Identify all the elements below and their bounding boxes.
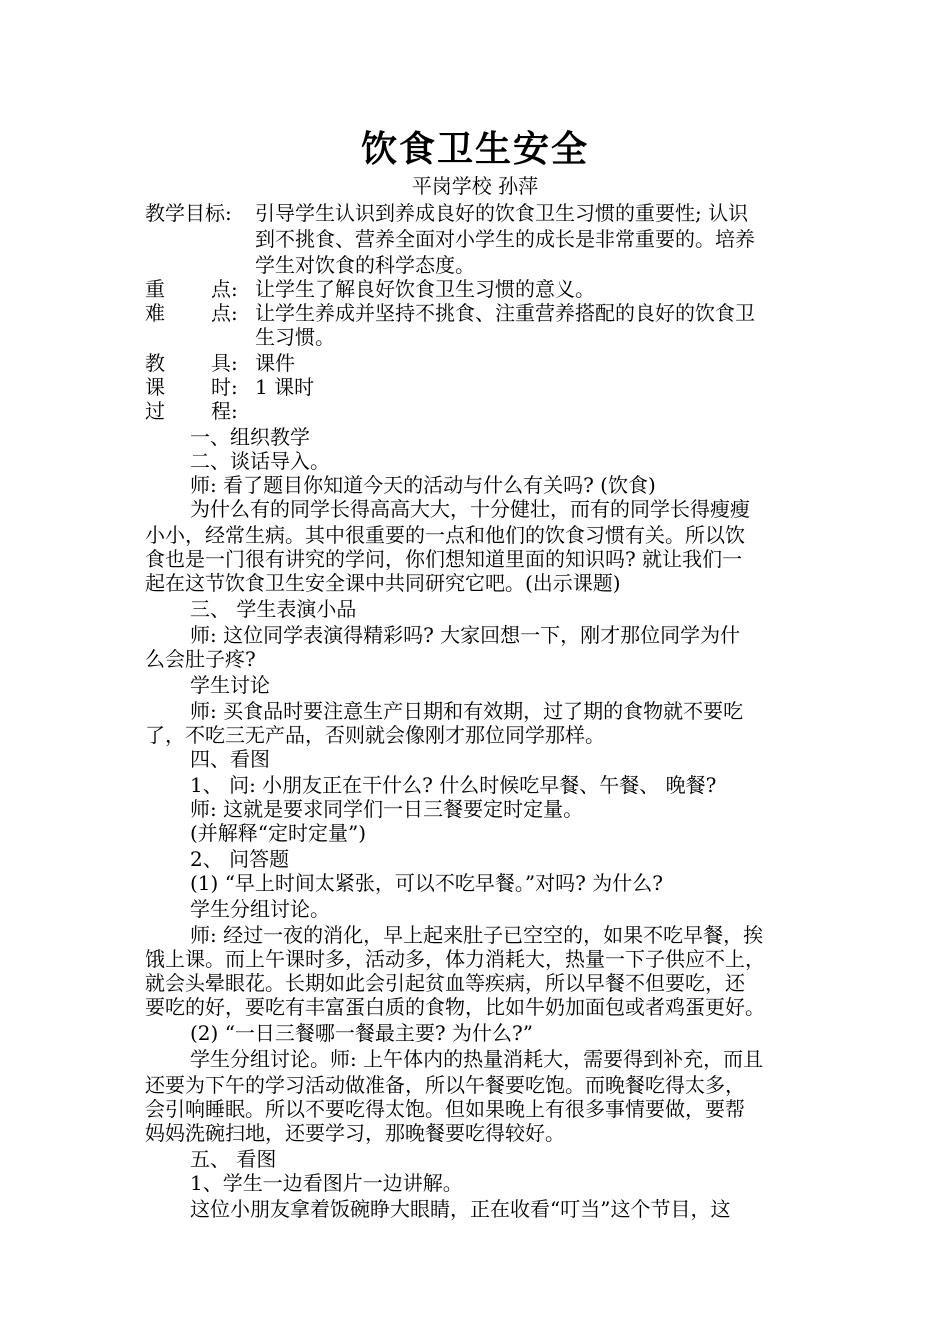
tools-text: 课件 <box>255 351 295 375</box>
document-author: 平岗学校 孙萍 <box>411 174 539 198</box>
body-line: 还要为下午的学习活动做准备，所以午餐要吃饱。而晚餐吃得太多， <box>145 1073 745 1097</box>
body-line: 这位小朋友拿着饭碗睁大眼睛，正在收看“叮当”这个节目，这 <box>190 1197 731 1221</box>
difficulty-line: 生习惯。 <box>255 325 335 349</box>
body-line: 师: 看了题目你知道今天的活动与什么有关吗? (饮食) <box>190 473 656 497</box>
tools-label: 具: <box>211 351 238 375</box>
tools-label: 教 <box>145 351 165 375</box>
key-point-label: 重 <box>145 277 165 301</box>
body-line: 要吃的好，要吃有丰富蛋白质的食物，比如牛奶加面包或者鸡蛋更好。 <box>145 995 765 1019</box>
body-line: 起在这节饮食卫生安全课中共同研究它吧。(出示课题) <box>145 571 621 595</box>
body-line: (并解释“定时定量”) <box>190 821 367 845</box>
difficulty-line: 让学生养成并坚持不挑食、注重营养搭配的良好的饮食卫 <box>255 301 755 325</box>
body-line: 学生分组讨论。师: 上午体内的热量消耗大，需要得到补充，而且 <box>190 1047 764 1071</box>
body-line: 一、组织教学 <box>190 425 310 449</box>
body-line: 1、学生一边看图片一边讲解。 <box>190 1171 463 1195</box>
body-line: 妈妈洗碗扫地，还要学习，那晚餐要吃得较好。 <box>145 1121 565 1145</box>
time-text: 1 课时 <box>255 375 315 399</box>
body-line: 么会肚子疼? <box>145 647 256 671</box>
difficulty-label: 点: <box>211 301 238 325</box>
body-line: (1) “早上时间太紧张，可以不吃早餐。”对吗? 为什么? <box>190 871 663 895</box>
body-line: 师: 这就是要求同学们一日三餐要定时定量。 <box>190 797 584 821</box>
document-title: 饮食卫生安全 <box>360 129 589 170</box>
body-line: 小小，经常生病。其中很重要的一点和他们的饮食习惯有关。所以饮 <box>145 523 745 547</box>
body-line: 师: 买食品时要注意生产日期和有效期，过了期的食物就不要吃 <box>190 699 744 723</box>
body-line: (2) “一日三餐哪一餐最主要? 为什么?” <box>190 1021 533 1045</box>
body-line: 了，不吃三无产品，否则就会像刚才那位同学那样。 <box>145 723 605 747</box>
body-line: 1、 问: 小朋友正在干什么? 什么时候吃早餐、午餐、 晚餐? <box>190 773 717 797</box>
objective-line: 引导学生认识到养成良好的饮食卫生习惯的重要性; 认识 <box>255 201 749 225</box>
body-line: 五、 看图 <box>190 1147 277 1171</box>
objective-line: 学生对饮食的科学态度。 <box>255 253 475 277</box>
process-label: 过 <box>145 399 165 423</box>
body-line: 食也是一门很有讲究的学问，你们想知道里面的知识吗? 就让我们一 <box>145 547 743 571</box>
body-line: 二、谈话导入。 <box>190 449 330 473</box>
key-point-text: 让学生了解良好饮食卫生习惯的意义。 <box>255 277 595 301</box>
body-line: 学生讨论 <box>190 673 270 697</box>
body-line: 四、看图 <box>190 747 270 771</box>
process-label: 程: <box>211 399 238 423</box>
time-label: 课 <box>145 375 165 399</box>
body-line: 就会头晕眼花。长期如此会引起贫血等疾病，所以早餐不但要吃，还 <box>145 971 745 995</box>
difficulty-label: 难 <box>145 301 165 325</box>
key-point-label: 点: <box>211 277 238 301</box>
body-line: 三、 学生表演小品 <box>190 597 357 621</box>
objective-line: 到不挑食、营养全面对小学生的成长是非常重要的。培养 <box>255 227 755 251</box>
body-line: 会引响睡眠。所以不要吃得太饱。但如果晚上有很多事情要做，要帮 <box>145 1097 745 1121</box>
body-line: 师: 这位同学表演得精彩吗? 大家回想一下，刚才那位同学为什 <box>190 623 741 647</box>
body-line: 师: 经过一夜的消化，早上起来肚子已空空的，如果不吃早餐，挨 <box>190 923 764 947</box>
body-line: 为什么有的同学长得高高大大，十分健壮，而有的同学长得瘦瘦 <box>190 497 750 521</box>
time-label: 时: <box>211 375 238 399</box>
body-line: 饿上课。而上午课时多，活动多，体力消耗大，热量一下子供应不上， <box>145 947 765 971</box>
objective-label: 教学目标: <box>145 201 232 225</box>
body-line: 学生分组讨论。 <box>190 897 330 921</box>
body-line: 2、 问答题 <box>190 847 290 871</box>
